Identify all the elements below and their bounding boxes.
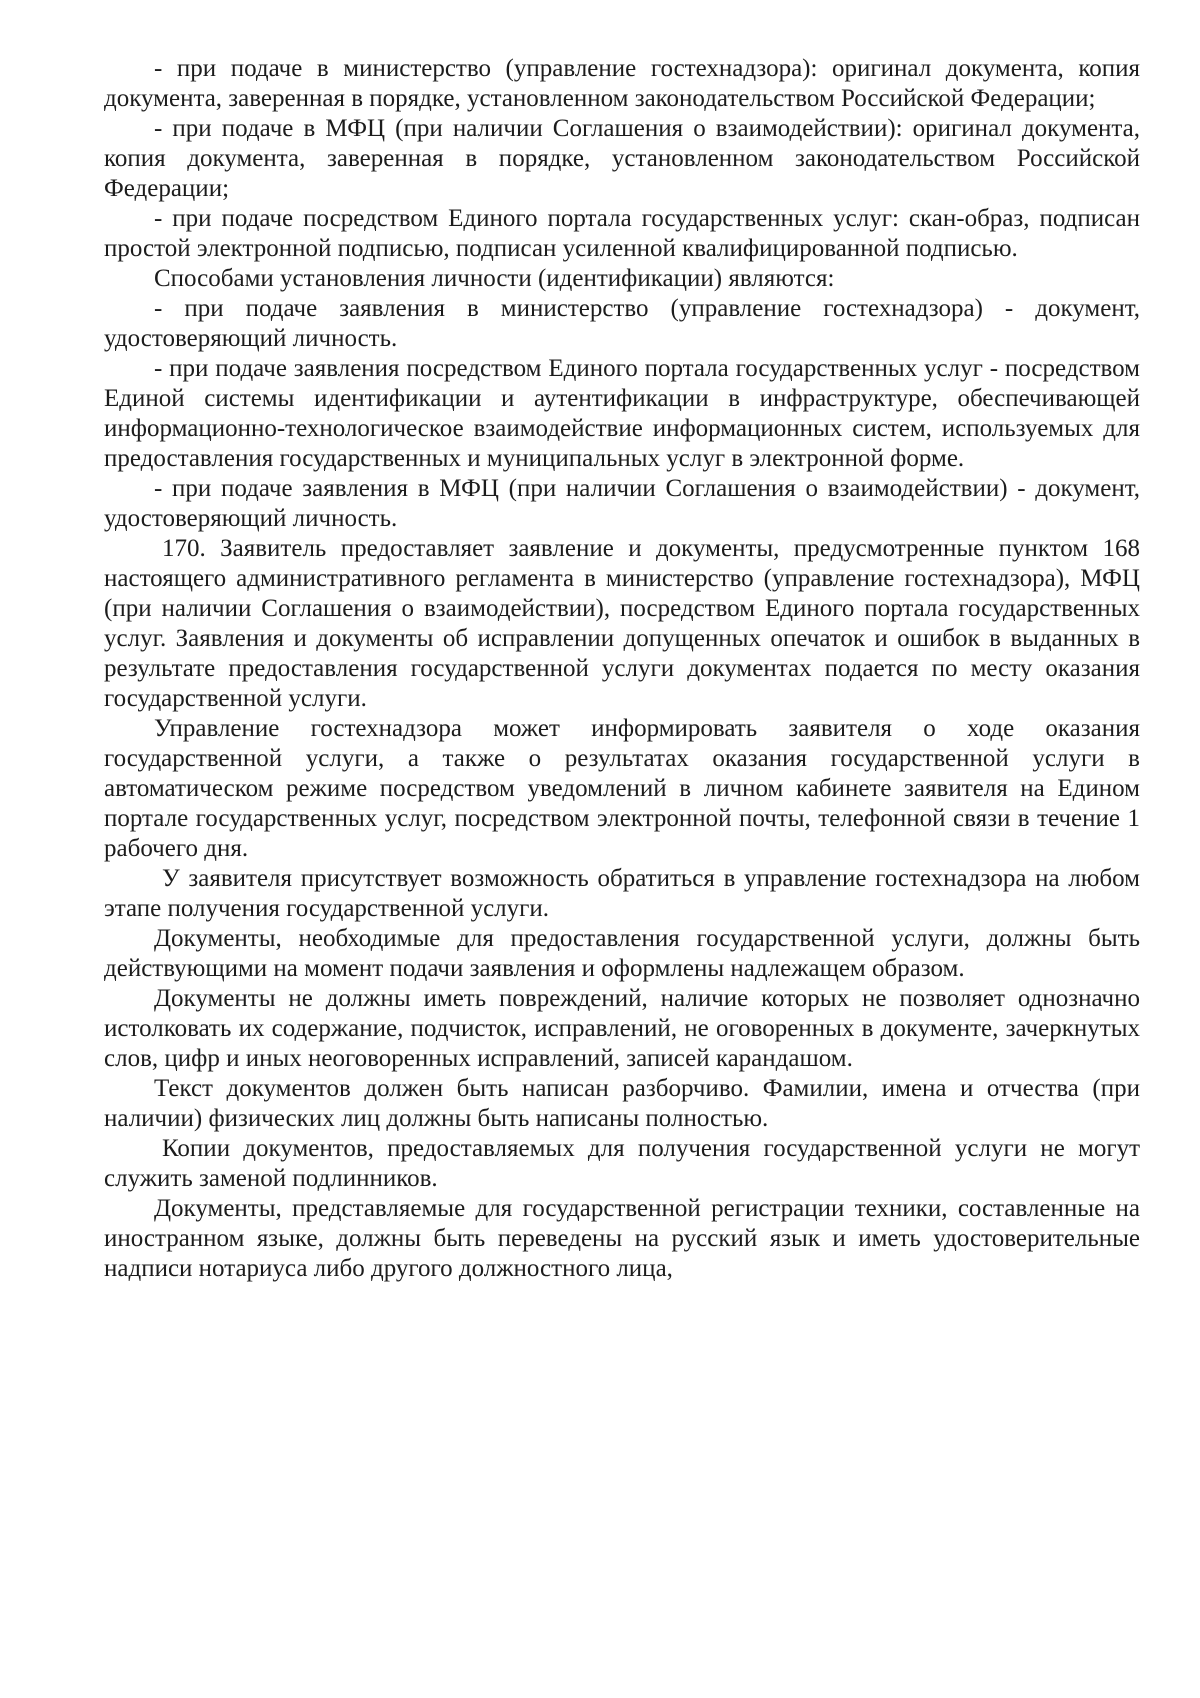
paragraph-clause-170: 170. Заявитель предоставляет заявление и документы, предусмотренные пунктом 168 настоящего административного регламента в министерство (управление гостехнадзора), МФЦ (при наличии Соглашения о взаимодействии), посредством Единого портала государственных услуг. Заявления и документы об исправлении допущенных опечаток и ошибок в выданных в результате предоставления государственной услуги документах подается по месту оказания государственной услуги. (104, 535, 1140, 712)
paragraph-valid-documents: Документы, необходимые для предоставления государственной услуги, должны быть действующими на момент подачи заявления и оформлены надлежащем образом. (104, 925, 1140, 982)
paragraph-legible-text: Текст документов должен быть написан разборчиво. Фамилии, имена и отчества (при наличии) физических лиц должны быть написаны полностью. (104, 1075, 1140, 1132)
paragraph-portal-submission: - при подаче посредством Единого портала государственных услуг: скан-образ, подписан простой электронной подписью, подписан усиленной квалифицированной подписью. (104, 205, 1140, 262)
paragraph-copies: Копии документов, предоставляемых для получения государственной услуги не могут служить заменой подлинников. (104, 1135, 1140, 1192)
paragraph-document-damage: Документы не должны иметь повреждений, наличие которых не позволяет однозначно истолковать их содержание, подчисток, исправлений, не оговоренных в документе, зачеркнутых слов, цифр и иных неоговоренных исправлений, записей карандашом. (104, 985, 1140, 1072)
paragraph-identification-portal: - при подаче заявления посредством Единого портала государственных услуг - посредством Единой системы идентификации и аутентификации в инфраструктуре, обеспечивающей информационно-технологическое взаимодействие информационных систем, используемых для предоставления государственных и муниципальных услуг в электронной форме. (104, 355, 1140, 472)
paragraph-ministry-submission: - при подаче в министерство (управление гостехнадзора): оригинал документа, копия документа, заверенная в порядке, установленном законодательством Российской Федерации; (104, 55, 1140, 112)
paragraph-appeal-option: У заявителя присутствует возможность обратиться в управление гостехнадзора на любом этапе получения государственной услуги. (104, 865, 1140, 922)
paragraph-mfc-submission: - при подаче в МФЦ (при наличии Соглашения о взаимодействии): оригинал документа, копия документа, заверенная в порядке, установленном законодательством Российской Федерации; (104, 115, 1140, 202)
paragraph-identification-ministry: - при подаче заявления в министерство (управление гостехнадзора) - документ, удостоверяющий личность. (104, 295, 1140, 352)
paragraph-foreign-language: Документы, представляемые для государственной регистрации техники, составленные на иностранном языке, должны быть переведены на русский язык и иметь удостоверительные надписи нотариуса либо другого должностного лица, (104, 1195, 1140, 1282)
paragraph-identification-heading: Способами установления личности (идентификации) являются: (154, 265, 835, 292)
document-page (104, 54, 1140, 1284)
paragraph-identification-mfc: - при подаче заявления в МФЦ (при наличии Соглашения о взаимодействии) - документ, удостоверяющий личность. (104, 475, 1140, 532)
paragraph-notification: Управление гостехнадзора может информировать заявителя о ходе оказания государственной услуги, а также о результатах оказания государственной услуги в автоматическом режиме посредством уведомлений в личном кабинете заявителя на Едином портале государственных услуг, посредством электронной почты, телефонной связи в течение 1 рабочего дня. (104, 715, 1140, 862)
